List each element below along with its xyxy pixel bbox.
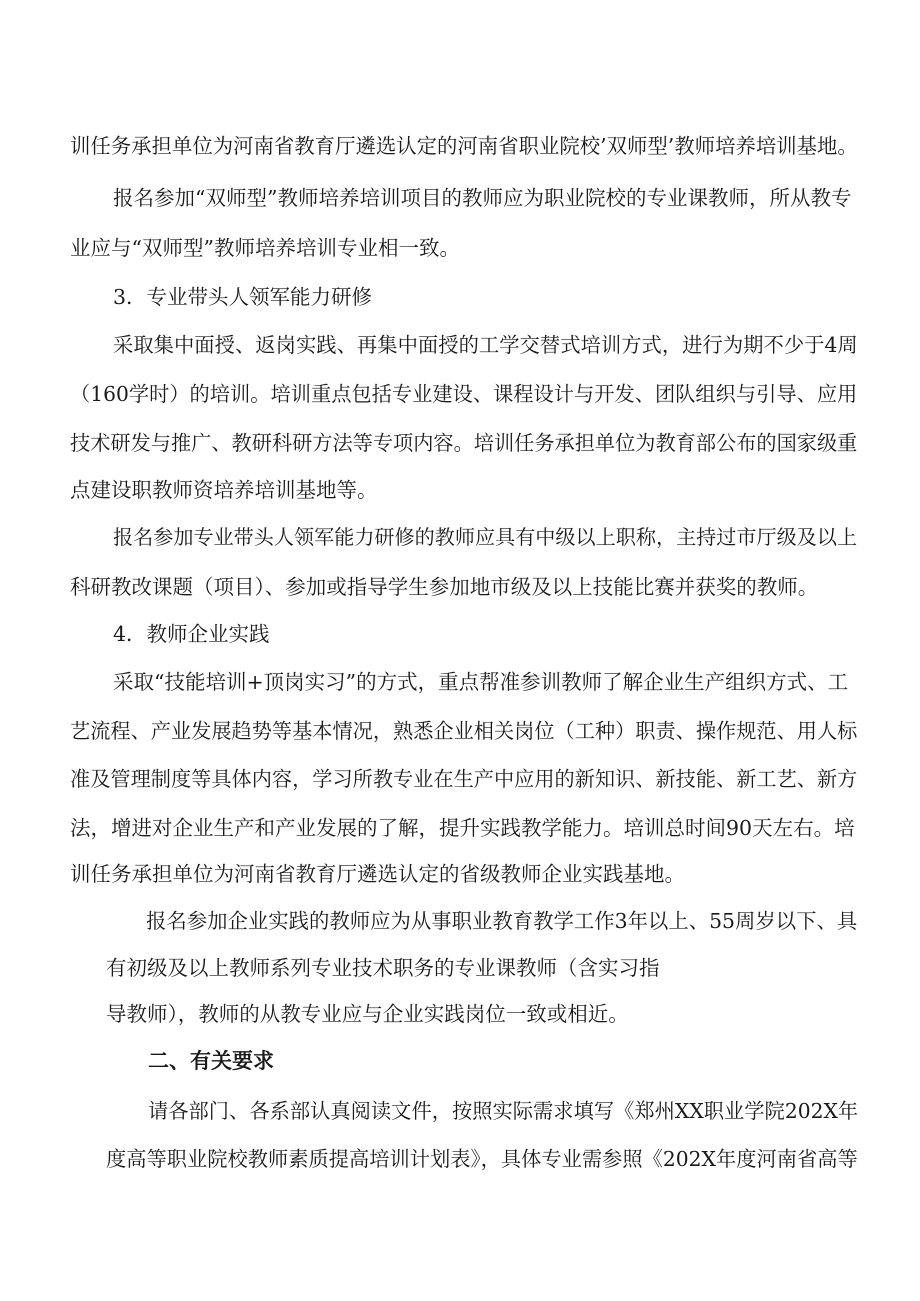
text-line: 法，增进对企业生产和产业发展的了解，提升实践教学能力。培训总时间90天左右。培 — [70, 816, 855, 840]
text-line: 导教师），教师的从教专业应与企业实践岗位一致或相近。 — [106, 1002, 629, 1026]
text-line: 业应与“双师型”教师培养培训专业相一致。 — [70, 236, 460, 260]
section-heading-requirements: 二、有关要求 — [148, 1049, 274, 1073]
text-line: 报名参加企业实践的教师应为从事职业教育教学工作3年以上、55周岁以下、具 — [146, 909, 858, 933]
text-line: 有初级及以上教师系列专业技术职务的专业课教师（含实习指 — [106, 956, 660, 980]
text-line: 训任务承担单位为河南省教育厅遴选认定的河南省职业院校’双师型’教师培养培训基地。 — [70, 134, 858, 158]
text-line: 准及管理制度等具体内容，学习所教专业在生产中应用的新知识、新技能、新工艺、新方 — [70, 767, 858, 791]
text-line: 请各部门、各系部认真阅读文件，按照实际需求填写《郑州XX职业学院202X年 — [148, 1099, 859, 1123]
text-line: 报名参加专业带头人领军能力研修的教师应具有中级以上职称，主持过市厅级及以上 — [113, 525, 858, 549]
section-heading: 3．专业带头人领军能力研修 — [113, 285, 373, 309]
text-line: 度高等职业院校教师素质提高培训计划表》，具体专业需参照《202X年度河南省高等 — [106, 1147, 858, 1171]
text-line: 采取集中面授、返岗实践、再集中面授的工学交替式培训方式，进行为期不少于4周 — [113, 333, 858, 357]
text-line: 采取“技能培训+顶岗实习”的方式，重点帮准参训教师了解企业生产组织方式、工 — [113, 670, 849, 694]
text-line: 报名参加“双师型”教师培养培训项目的教师应为职业院校的专业课教师，所从教专 — [113, 186, 852, 210]
text-line: 训任务承担单位为河南省教育厅遴选认定的省级教师企业实践基地。 — [70, 862, 685, 886]
text-line: 艺流程、产业发展趋势等基本情况，熟悉企业相关岗位（工种）职责、操作规范、用人标 — [70, 719, 858, 743]
text-line: 科研教改课题（项目）、参加或指导学生参加地市级及以上技能比赛并获奖的教师。 — [70, 575, 819, 599]
text-line: 技术研发与推广、教研科研方法等专项内容。培训任务承担单位为教育部公布的国家级重 — [70, 431, 858, 455]
text-line: （160学时）的培训。培训重点包括专业建设、课程设计与开发、团队组织与引导、应用 — [70, 382, 858, 406]
section-heading: 4．教师企业实践 — [113, 622, 270, 646]
text-line: 点建设职教师资培养培训基地等。 — [70, 478, 378, 502]
